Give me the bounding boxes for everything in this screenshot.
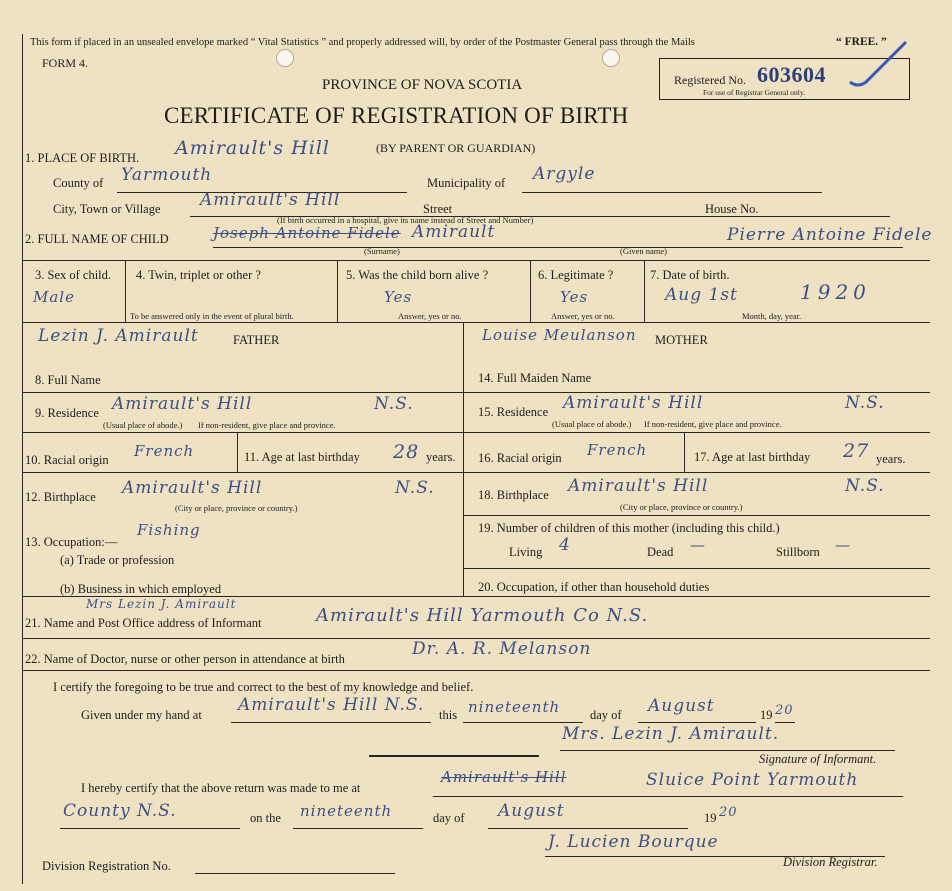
day-of-label: day of [590,708,622,722]
dead-label: Dead [647,545,674,559]
left-margin-rule [22,34,23,884]
father-full-name-label: 8. Full Name [35,373,101,387]
father-residence-province: N.S. [374,394,414,414]
father-residence-label: 9. Residence [35,406,99,420]
year-prefix: 19 [704,811,717,825]
county-value: Yarmouth [121,165,213,185]
dob-year-value: 1920 [800,280,871,304]
informant-signature-line [560,750,895,751]
born-alive-label: 5. Was the child born alive ? [346,268,489,282]
place-of-birth-label: 1. PLACE OF BIRTH. [25,151,140,165]
trade-profession-label: (a) Trade or profession [60,553,175,567]
row-rule [22,392,930,393]
made-at-value: Sluice Point Yarmouth [646,770,859,790]
abode-note: (Usual place of abode.) [103,420,183,430]
stillborn-value: — [835,536,851,554]
row-rule [22,322,930,323]
county-ns-value: County N.S. [63,801,177,821]
month-day-year-caption: Month, day, year. [742,311,802,321]
col-rule [530,260,531,322]
father-heading: FATHER [233,333,280,347]
col-rule [337,260,338,322]
nonresident-note: If non-resident, give place and province. [198,420,336,430]
mother-age-label: 17. Age at last birthday [694,450,811,464]
stillborn-label: Stillborn [776,545,820,559]
children-count-label: 19. Number of children of this mother (including this child.) [478,521,780,535]
struck-made-at-value: Amirault's Hill [441,768,567,786]
county-label: County of [53,176,104,190]
living-value: 4 [559,535,571,555]
day-of-label: day of [433,811,465,825]
row-rule [22,670,930,671]
col-rule [644,260,645,322]
row-rule [463,515,930,516]
on-the-label: on the [250,811,281,825]
registered-number: 603604 [757,62,826,87]
given-at-line [231,722,431,723]
attendant-label: 22. Name of Doctor, nurse or other person in attendance at birth [25,652,345,666]
city-town-village-label: City, Town or Village [53,202,161,216]
mother-residence-label: 15. Residence [478,405,549,419]
informant-label: 21. Name and Post Office address of Informant [25,616,262,630]
division-registration-label: Division Registration No. [42,859,171,873]
birthplace-note: (City or place, province or country.) [620,502,743,512]
county-ns-line [60,828,240,829]
father-residence-value: Amirault's Hill [112,394,253,414]
surname-caption: (Surname) [364,246,400,256]
mother-years-label: years. [876,452,906,466]
legitimate-label: 6. Legitimate ? [538,268,614,282]
house-number-label: House No. [705,202,759,216]
certify-statement: I certify the foregoing to be true and correct to the best of my knowledge and belief. [53,680,474,694]
full-name-child-label: 2. FULL NAME OF CHILD [25,232,169,246]
division-registrar-caption: Division Registrar. [783,855,878,869]
hospital-note: (If birth occurred in a hospital, give its name instead of Street and Number) [277,215,534,225]
date-of-birth-label: 7. Date of birth. [650,268,730,282]
col-rule [125,260,126,322]
street-label: Street [423,202,453,216]
born-alive-caption: Answer, yes or no. [398,311,462,321]
informant-signature: Mrs. Lezin J. Amirault. [562,724,780,744]
certificate-title: CERTIFICATE OF REGISTRATION OF BIRTH [164,103,629,128]
nonresident-note: If non-resident, give place and province. [644,419,782,429]
parent-guardian-note: (BY PARENT OR GUARDIAN) [376,141,536,155]
child-name-line [213,247,903,248]
occupation-value: Fishing [137,521,201,539]
father-age-label: 11. Age at last birthday [244,450,360,464]
father-years-label: years. [426,450,456,464]
municipality-line [522,192,822,193]
father-birthplace-province: N.S. [395,478,435,498]
mother-maiden-name-label: 14. Full Maiden Name [478,371,592,385]
hereby-certify-label: I hereby certify that the above return was made to me at [81,781,361,795]
form-number: FORM 4. [42,56,89,70]
mother-residence-province: N.S. [845,393,885,413]
legitimate-value: Yes [560,288,589,306]
abode-note: (Usual place of abode.) [552,419,632,429]
mother-occupation-label: 20. Occupation, if other than household duties [478,580,710,594]
row-rule [22,472,930,473]
punch-hole [276,49,294,67]
made-at-line [433,796,903,797]
row-rule-top [22,260,930,261]
dead-value: — [690,536,706,554]
business-employed-label: (b) Business in which employed [60,582,222,596]
registered-label: Registered No. [674,73,746,87]
col-rule [237,432,238,472]
father-racial-origin-label: 10. Racial origin [25,453,109,467]
child-given-name-value: Pierre Antoine Fidele [727,225,933,245]
free-label: “ FREE. ” [836,36,887,48]
dob-month-day-value: Aug 1st [665,285,738,305]
place-of-birth-value: Amirault's Hill [175,137,330,159]
birthplace-note: (City or place, province or country.) [175,503,298,513]
registrar-general-note: For use of Registrar General only. [703,88,805,97]
mother-racial-origin-label: 16. Racial origin [478,451,562,465]
plural-birth-note: To be answered only in the event of plural birth. [130,311,294,321]
living-label: Living [509,545,543,559]
twin-label: 4. Twin, triplet or other ? [136,268,261,282]
given-at-value: Amirault's Hill N.S. [238,695,425,715]
legitimate-caption: Answer, yes or no. [551,311,615,321]
mother-residence-value: Amirault's Hill [563,393,704,413]
on-year-value: 20 [719,805,738,820]
mother-birthplace-province: N.S. [845,476,885,496]
sex-value: Male [33,288,75,306]
occupation-label: 13. Occupation:— [25,535,118,549]
mother-heading: MOTHER [655,333,708,347]
given-year-line [775,722,795,723]
father-age-value: 28 [393,441,420,463]
municipality-label: Municipality of [427,176,506,190]
mother-birthplace-label: 18. Birthplace [478,488,549,502]
separator-rule [369,755,539,757]
col-rule [684,432,685,472]
given-under-hand-label: Given under my hand at [81,708,202,722]
division-registration-line [195,873,395,874]
center-divider [463,322,464,596]
mother-racial-origin-value: French [587,441,648,459]
born-alive-value: Yes [384,288,413,306]
sex-label: 3. Sex of child. [35,268,112,282]
struck-child-name: Joseph Antoine Fidele [213,224,401,242]
given-year-value: 20 [775,703,794,718]
father-racial-origin-value: French [134,442,195,460]
attendant-value: Dr. A. R. Melanson [412,639,592,659]
informant-address-value: Amirault's Hill Yarmouth Co N.S. [316,605,649,626]
province-heading: PROVINCE OF NOVA SCOTIA [322,77,523,93]
on-day-value: nineteenth [300,802,393,820]
postal-notice: This form if placed in an unsealed envelope marked “ Vital Statistics ” and properly addressed will, by order of the Postmaster General pass through the Mails [30,37,695,48]
on-month-line [488,828,688,829]
registrar-signature: J. Lucien Bourque [548,832,719,852]
on-day-line [293,828,423,829]
given-day-line [463,722,583,723]
given-month-line [638,722,756,723]
father-name-value: Lezin J. Amirault [38,326,199,346]
village-value: Amirault's Hill [200,190,341,210]
blue-check-mark [848,38,910,90]
mother-name-value: Louise Meulanson [482,326,637,344]
mother-age-value: 27 [843,440,870,462]
municipality-value: Argyle [533,164,596,184]
father-birthplace-value: Amirault's Hill [122,478,263,498]
child-surname-value: Amirault [412,222,496,242]
informant-name-value: Mrs Lezin J. Amirault [86,597,237,611]
year-prefix: 19 [760,708,773,722]
row-rule [463,568,930,569]
punch-hole [602,49,620,67]
mother-birthplace-value: Amirault's Hill [568,476,709,496]
father-birthplace-label: 12. Birthplace [25,490,96,504]
signature-informant-caption: Signature of Informant. [759,752,877,766]
given-month-value: August [648,696,715,716]
row-rule [22,432,930,433]
this-label: this [439,708,458,722]
on-month-value: August [498,801,565,821]
given-name-caption: (Given name) [620,246,667,256]
given-day-value: nineteenth [468,698,561,716]
